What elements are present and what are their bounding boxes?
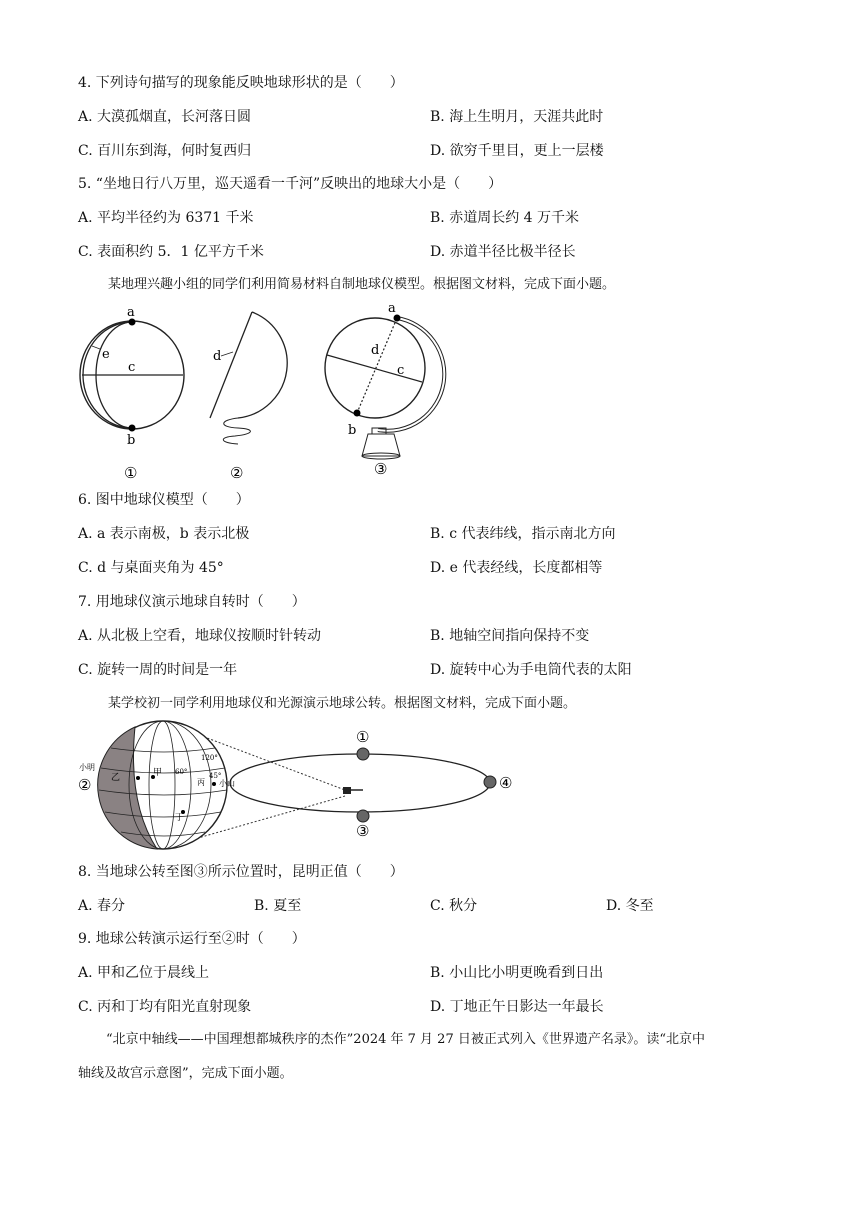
position-3: ③ bbox=[356, 822, 370, 840]
intro-beijing-axis-line2: 轴线及故宫示意图”，完成下面小题。 bbox=[78, 1066, 293, 1081]
label-c: c bbox=[128, 360, 136, 375]
globe-model-2 bbox=[210, 312, 287, 482]
label-jia: 甲 bbox=[153, 768, 163, 778]
q8-option-c: C. 秋分 bbox=[430, 898, 478, 914]
position-2: ② bbox=[78, 776, 92, 794]
label-b: b bbox=[127, 433, 136, 448]
label-d-2: d bbox=[213, 349, 222, 364]
q8-option-a: A. 春分 bbox=[78, 898, 126, 914]
q6-option-b: B. c 代表纬线，指示南北方向 bbox=[430, 526, 616, 542]
label-a: a bbox=[127, 305, 135, 320]
globe-model-figure bbox=[70, 300, 490, 485]
label-yi: 乙 bbox=[111, 773, 121, 783]
label-d-3: d bbox=[371, 343, 380, 358]
q8-option-b: B. 夏至 bbox=[254, 898, 302, 914]
q7-option-a: A. 从北极上空看，地球仪按顺时针转动 bbox=[78, 628, 322, 644]
q5-option-a: A. 平均半径约为 6371 千米 bbox=[78, 210, 254, 226]
label-xiaoshan: 小山 bbox=[219, 779, 235, 788]
q6-option-a: A. a 表示南极，b 表示北极 bbox=[78, 526, 250, 542]
q4-option-b: B. 海上生明月，天涯共此时 bbox=[430, 109, 604, 125]
q8-stem: 8. 当地球公转至图③所示位置时，昆明正值（ ） bbox=[78, 864, 404, 880]
q5-stem: 5. “坐地日行八万里，巡天遥看一千河”反映出的地球大小是（ ） bbox=[78, 176, 503, 192]
q8-option-d: D. 冬至 bbox=[606, 898, 654, 914]
caption-1: ① bbox=[124, 464, 138, 482]
label-60-degrees: 60° bbox=[175, 768, 188, 776]
q9-option-a: A. 甲和乙位于晨线上 bbox=[78, 965, 210, 981]
q9-option-b: B. 小山比小明更晚看到日出 bbox=[430, 965, 604, 981]
label-c-3: c bbox=[397, 363, 405, 378]
label-b-3: b bbox=[348, 423, 357, 438]
q5-option-b: B. 赤道周长约 4 万千米 bbox=[430, 210, 579, 226]
intro-beijing-axis-line1: “北京中轴线——中国理想都城秩序的杰作”2024 年 7 月 27 日被正式列入《世界遗产名录》。读“北京中 bbox=[106, 1032, 705, 1047]
intro-globe-model: 某地理兴趣小组的同学们利用简易材料自制地球仪模型。根据图文材料，完成下面小题。 bbox=[108, 277, 616, 292]
q4-stem: 4. 下列诗句描写的现象能反映地球形状的是（ ） bbox=[78, 75, 404, 91]
q7-option-d: D. 旋转中心为手电筒代表的太阳 bbox=[430, 662, 632, 678]
q7-option-b: B. 地轴空间指向保持不变 bbox=[430, 628, 590, 644]
position-4: ④ bbox=[499, 774, 513, 792]
globe-model-1 bbox=[80, 305, 184, 482]
label-e: e bbox=[102, 347, 110, 362]
q6-stem: 6. 图中地球仪模型（ ） bbox=[78, 492, 250, 508]
q4-option-d: D. 欲穷千里目，更上一层楼 bbox=[430, 143, 604, 159]
q4-option-c: C. 百川东到海，何时复西归 bbox=[78, 143, 252, 159]
label-45-degrees: 45° bbox=[209, 772, 222, 780]
label-xiaoming: 小明 bbox=[79, 763, 95, 772]
light-source-icon bbox=[343, 787, 363, 794]
q5-option-d: D. 赤道半径比极半径长 bbox=[430, 244, 576, 260]
caption-2: ② bbox=[230, 464, 244, 482]
intro-orbit-demo: 某学校初一同学利用地球仪和光源演示地球公转。根据图文材料，完成下面小题。 bbox=[108, 696, 577, 711]
label-120-degrees: 120° bbox=[201, 754, 218, 762]
q4-option-a: A. 大漠孤烟直，长河落日圆 bbox=[78, 109, 252, 125]
q9-stem: 9. 地球公转演示运行至②时（ ） bbox=[78, 931, 306, 947]
q6-option-d: D. e 代表经线，长度都相等 bbox=[430, 560, 603, 576]
q6-option-c: C. d 与桌面夹角为 45° bbox=[78, 560, 224, 576]
q9-option-c: C. 丙和丁均有阳光直射现象 bbox=[78, 999, 252, 1015]
label-ding: 丁 bbox=[175, 813, 185, 823]
globe-model-3 bbox=[325, 301, 444, 478]
q7-stem: 7. 用地球仪演示地球自转时（ ） bbox=[78, 594, 306, 610]
q9-option-d: D. 丁地正午日影达一年最长 bbox=[430, 999, 604, 1015]
orbit-demo-figure bbox=[75, 718, 525, 860]
q5-option-c: C. 表面积约 5．1 亿平方千米 bbox=[78, 244, 264, 260]
caption-3: ③ bbox=[374, 460, 388, 478]
label-a-3: a bbox=[388, 301, 396, 316]
label-bing: 丙 bbox=[197, 778, 205, 787]
position-1: ① bbox=[356, 728, 370, 746]
q7-option-c: C. 旋转一周的时间是一年 bbox=[78, 662, 238, 678]
